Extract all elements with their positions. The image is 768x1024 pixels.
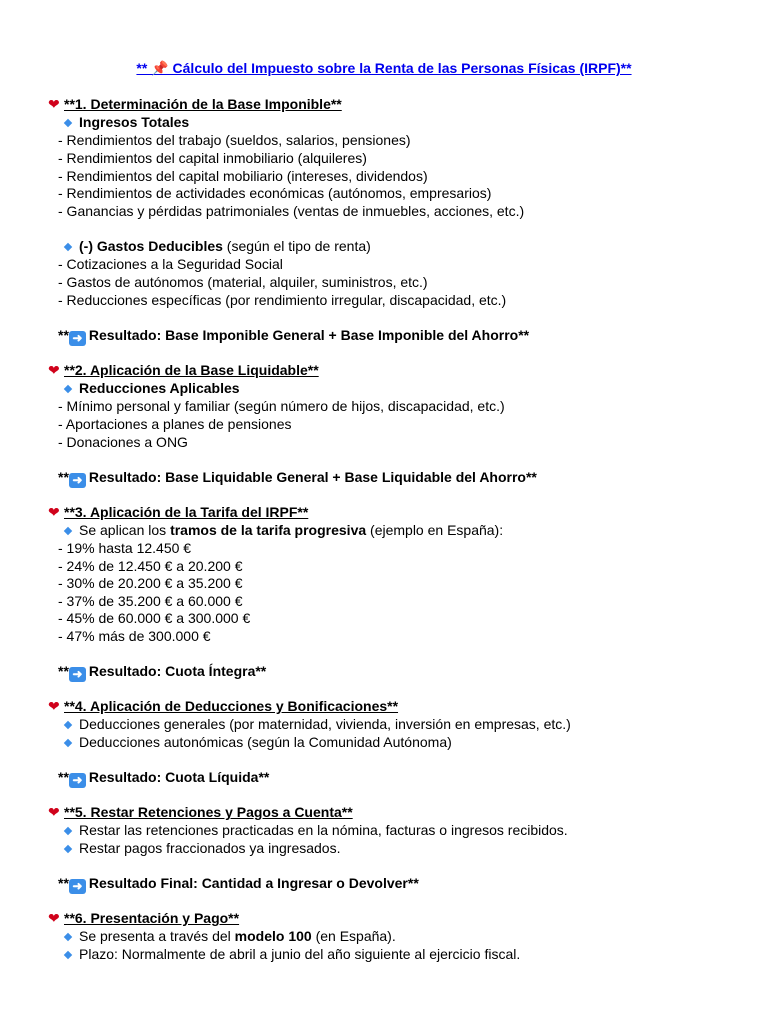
- right-arrow-icon: ➜: [69, 667, 86, 682]
- list-item: - Aportaciones a planes de pensiones: [58, 416, 292, 432]
- section-1-sub-1: Ingresos Totales: [64, 113, 189, 131]
- section-4-heading: ❤ **4. Aplicación de Deducciones y Bonificaciones**: [48, 698, 399, 714]
- heart-icon: ❤: [48, 698, 60, 714]
- blue-diamond-icon: [64, 119, 72, 127]
- blue-diamond-icon: [64, 739, 72, 747]
- list-item: - 45% de 60.000 € a 300.000 €: [58, 610, 251, 626]
- blue-diamond-icon: [64, 385, 72, 393]
- list-item: - 37% de 35.200 € a 60.000 €: [58, 593, 243, 609]
- blue-diamond-icon: [64, 951, 72, 959]
- blue-diamond-icon: [64, 933, 72, 941]
- blue-diamond-icon: [64, 721, 72, 729]
- list-item: - 30% de 20.200 € a 35.200 €: [58, 575, 243, 591]
- section-1-result: ** ➜ Resultado: Base Imponible General + Base Imponible del Ahorro**: [58, 327, 530, 345]
- blue-diamond-icon: [64, 845, 72, 853]
- section-3-sub-1: Se aplican los tramos de la tarifa progresiva (ejemplo en España):: [64, 521, 503, 539]
- list-item: - Rendimientos del capital mobiliario (intereses, dividendos): [58, 168, 428, 184]
- section-1-sub-2: (-) Gastos Deducibles (según el tipo de renta): [64, 237, 371, 255]
- section-5-result: ** ➜ Resultado Final: Cantidad a Ingresar o Devolver**: [58, 875, 419, 893]
- list-item: - Reducciones específicas (por rendimiento irregular, discapacidad, etc.): [58, 292, 507, 308]
- list-item: - Ganancias y pérdidas patrimoniales (ventas de inmuebles, acciones, etc.): [58, 203, 525, 219]
- list-item: Restar las retenciones practicadas en la nómina, facturas o ingresos recibidos.: [64, 821, 568, 839]
- right-arrow-icon: ➜: [69, 331, 86, 346]
- list-item: Plazo: Normalmente de abril a junio del año siguiente al ejercicio fiscal.: [64, 945, 520, 963]
- list-item: - Rendimientos del capital inmobiliario (alquileres): [58, 150, 367, 166]
- section-6-heading: ❤ **6. Presentación y Pago**: [48, 910, 240, 926]
- list-item: - Rendimientos de actividades económicas (autónomos, empresarios): [58, 185, 492, 201]
- heart-icon: ❤: [48, 96, 60, 112]
- right-arrow-icon: ➜: [69, 473, 86, 488]
- list-item: - Rendimientos del trabajo (sueldos, salarios, pensiones): [58, 132, 411, 148]
- list-item: Deducciones generales (por maternidad, vivienda, inversión en empresas, etc.): [64, 715, 571, 733]
- list-item: - Gastos de autónomos (material, alquiler, suministros, etc.): [58, 274, 428, 290]
- section-2-sub-1: Reducciones Aplicables: [64, 379, 240, 397]
- heart-icon: ❤: [48, 804, 60, 820]
- document-title[interactable]: ** 📌 Cálculo del Impuesto sobre la Renta de las Personas Físicas (IRPF)**: [136, 60, 632, 76]
- list-item: Restar pagos fraccionados ya ingresados.: [64, 839, 340, 857]
- list-item: - Cotizaciones a la Seguridad Social: [58, 256, 283, 272]
- list-item: - 19% hasta 12.450 €: [58, 540, 192, 556]
- section-1-heading-text: **1. Determinación de la Base Imponible**: [64, 96, 342, 112]
- section-3-heading: ❤ **3. Aplicación de la Tarifa del IRPF**: [48, 504, 309, 520]
- heart-icon: ❤: [48, 362, 60, 378]
- right-arrow-icon: ➜: [69, 773, 86, 788]
- heart-icon: ❤: [48, 504, 60, 520]
- right-arrow-icon: ➜: [69, 879, 86, 894]
- section-2-heading: ❤ **2. Aplicación de la Base Liquidable**: [48, 362, 319, 378]
- section-2-result: ** ➜ Resultado: Base Liquidable General + Base Liquidable del Ahorro**: [58, 469, 537, 487]
- section-3-result: ** ➜ Resultado: Cuota Íntegra**: [58, 663, 267, 681]
- list-item: - 24% de 12.450 € a 20.200 €: [58, 558, 243, 574]
- heart-icon: ❤: [48, 910, 60, 926]
- list-item: - Donaciones a ONG: [58, 434, 188, 450]
- list-item: - Mínimo personal y familiar (según número de hijos, discapacidad, etc.): [58, 398, 505, 414]
- section-1-heading: [48, 95, 342, 113]
- blue-diamond-icon: [64, 243, 72, 251]
- list-item: Se presenta a través del modelo 100 (en España).: [64, 927, 396, 945]
- list-item: - 47% más de 300.000 €: [58, 628, 211, 644]
- blue-diamond-icon: [64, 527, 72, 535]
- list-item: Deducciones autonómicas (según la Comunidad Autónoma): [64, 733, 452, 751]
- section-4-result: ** ➜ Resultado: Cuota Líquida**: [58, 769, 270, 787]
- blue-diamond-icon: [64, 827, 72, 835]
- section-5-heading: ❤ **5. Restar Retenciones y Pagos a Cuenta**: [48, 804, 353, 820]
